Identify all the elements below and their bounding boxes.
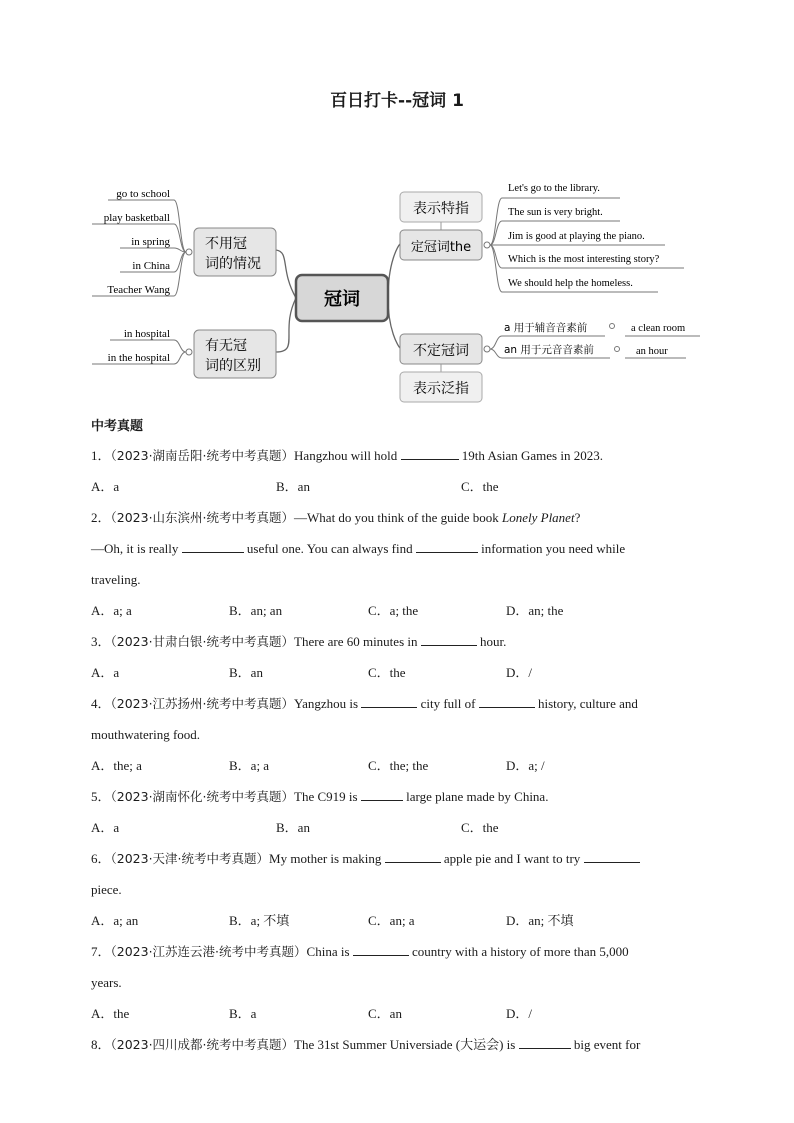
mindmap-leaf: Which is the most interesting story? bbox=[508, 254, 660, 265]
question-2-line3: traveling. bbox=[91, 572, 141, 587]
node-label-line2: 词的情况 bbox=[205, 256, 261, 272]
node-label-line1: 有无冠 bbox=[205, 338, 247, 354]
option[interactable]: A．the bbox=[91, 1006, 130, 1021]
mindmap-leaf: play basketball bbox=[103, 212, 170, 224]
mindmap-center-node bbox=[296, 275, 388, 321]
option[interactable]: B．an bbox=[276, 820, 310, 835]
mindmap-leaf: We should help the homeless. bbox=[508, 278, 633, 289]
mindmap-example: a clean room bbox=[631, 323, 686, 334]
mindmap-example: an hour bbox=[636, 346, 668, 357]
option[interactable]: C．the bbox=[461, 479, 499, 494]
svg-text:不定冠词: 不定冠词 bbox=[413, 343, 469, 359]
svg-text:表示特指: 表示特指 bbox=[413, 201, 469, 217]
section-title: 中考真题 bbox=[91, 419, 144, 434]
answer-blank bbox=[479, 693, 535, 708]
option[interactable]: C．the bbox=[461, 820, 499, 835]
option[interactable]: D．/ bbox=[506, 1006, 533, 1021]
answer-blank bbox=[385, 848, 441, 863]
question-2-line2: —Oh, it is really useful one. You can always find information you need while bbox=[91, 533, 701, 564]
mindmap-leaf: in spring bbox=[131, 236, 170, 248]
mindmap-node-definite bbox=[400, 230, 482, 260]
options-4 bbox=[91, 750, 711, 781]
mindmap-leaf: Let's go to the library. bbox=[508, 183, 600, 194]
option[interactable]: A．a; an bbox=[91, 913, 139, 928]
question-7: 7．（2023·江苏连云港·统考中考真题）China is country with a history of more than 5,000 bbox=[91, 936, 701, 967]
answer-blank bbox=[401, 445, 459, 460]
options-1 bbox=[91, 471, 711, 502]
option[interactable]: C．a; the bbox=[368, 603, 419, 618]
option[interactable]: B．an bbox=[229, 665, 263, 680]
option[interactable]: A．a; a bbox=[91, 603, 132, 618]
mindmap-node-indefinite bbox=[400, 334, 482, 364]
question-4: 4．（2023·江苏扬州·统考中考真题）Yangzhou is city full of history, culture and bbox=[91, 688, 701, 719]
options-7 bbox=[91, 998, 711, 1029]
question-6-line2: piece. bbox=[91, 882, 122, 897]
page-title: 百日打卡--冠词 1 bbox=[330, 91, 464, 111]
option[interactable]: B．an; an bbox=[229, 603, 283, 618]
answer-blank bbox=[584, 848, 640, 863]
answer-blank bbox=[421, 631, 477, 646]
option[interactable]: D．a; / bbox=[506, 758, 545, 773]
mindmap-rule: an 用于元音音素前 bbox=[504, 344, 594, 356]
option[interactable]: B．a bbox=[229, 1006, 257, 1021]
mindmap-leaf: go to school bbox=[116, 188, 170, 200]
option[interactable]: C．an bbox=[368, 1006, 402, 1021]
option[interactable]: A．a bbox=[91, 665, 120, 680]
option[interactable]: D．an; 不填 bbox=[506, 913, 574, 928]
option[interactable]: D．an; the bbox=[506, 603, 564, 618]
answer-blank bbox=[416, 538, 478, 553]
answer-blank bbox=[519, 1034, 571, 1049]
question-7-line2: years. bbox=[91, 975, 122, 990]
mindmap-leaf: Teacher Wang bbox=[107, 284, 170, 296]
option[interactable]: D．/ bbox=[506, 665, 533, 680]
mindmap-node-no-article bbox=[194, 228, 276, 276]
mindmap-leaf: in China bbox=[132, 260, 170, 272]
mindmap bbox=[0, 160, 794, 410]
options-5 bbox=[91, 812, 711, 843]
svg-text:表示泛指: 表示泛指 bbox=[413, 381, 469, 397]
option[interactable]: C．an; a bbox=[368, 913, 415, 928]
question-5: 5．（2023·湖南怀化·统考中考真题）The C919 is large plane made by China. bbox=[91, 781, 701, 812]
question-1: 1．（2023·湖南岳阳·统考中考真题）Hangzhou will hold 19th Asian Games in 2023. bbox=[91, 440, 701, 471]
options-3 bbox=[91, 657, 711, 688]
question-2: 2．（2023·山东滨州·统考中考真题）—What do you think of the guide book Lonely Planet? bbox=[91, 510, 581, 525]
option[interactable]: A．a bbox=[91, 479, 120, 494]
node-label-line2: 词的区别 bbox=[205, 358, 261, 374]
option[interactable]: C．the bbox=[368, 665, 406, 680]
mindmap-leaf: The sun is very bright. bbox=[508, 207, 603, 218]
options-6 bbox=[91, 905, 711, 936]
answer-blank bbox=[361, 693, 417, 708]
mindmap-leaf: Jim is good at playing the piano. bbox=[508, 231, 645, 242]
question-3: 3．（2023·甘肃白银·统考中考真题）There are 60 minutes in hour. bbox=[91, 626, 701, 657]
mindmap-leaf: in the hospital bbox=[107, 352, 170, 364]
option[interactable]: C．the; the bbox=[368, 758, 429, 773]
svg-text:定冠词the: 定冠词the bbox=[410, 240, 472, 255]
answer-blank bbox=[361, 786, 403, 801]
option[interactable]: B．a; 不填 bbox=[229, 913, 290, 928]
mindmap-node-difference bbox=[194, 330, 276, 378]
answer-blank bbox=[182, 538, 244, 553]
option[interactable]: A．a bbox=[91, 820, 120, 835]
question-4-line2: mouthwatering food. bbox=[91, 727, 201, 742]
mindmap-center-label: 冠词 bbox=[324, 289, 360, 310]
mindmap-tag-specific bbox=[400, 192, 482, 222]
option[interactable]: B．a; a bbox=[229, 758, 270, 773]
options-2 bbox=[91, 595, 711, 626]
mindmap-leaf: in hospital bbox=[123, 328, 170, 340]
question-8: 8．（2023·四川成都·统考中考真题）The 31st Summer Universiade (大运会) is big event for bbox=[91, 1029, 701, 1060]
answer-blank bbox=[353, 941, 409, 956]
mindmap-tag-general bbox=[400, 372, 482, 402]
question-6: 6．（2023·天津·统考中考真题）My mother is making apple pie and I want to try bbox=[91, 843, 701, 874]
option[interactable]: A．the; a bbox=[91, 758, 142, 773]
node-label-line1: 不用冠 bbox=[205, 236, 247, 252]
option[interactable]: B．an bbox=[276, 479, 310, 494]
mindmap-rule: a 用于辅音音素前 bbox=[504, 322, 588, 334]
